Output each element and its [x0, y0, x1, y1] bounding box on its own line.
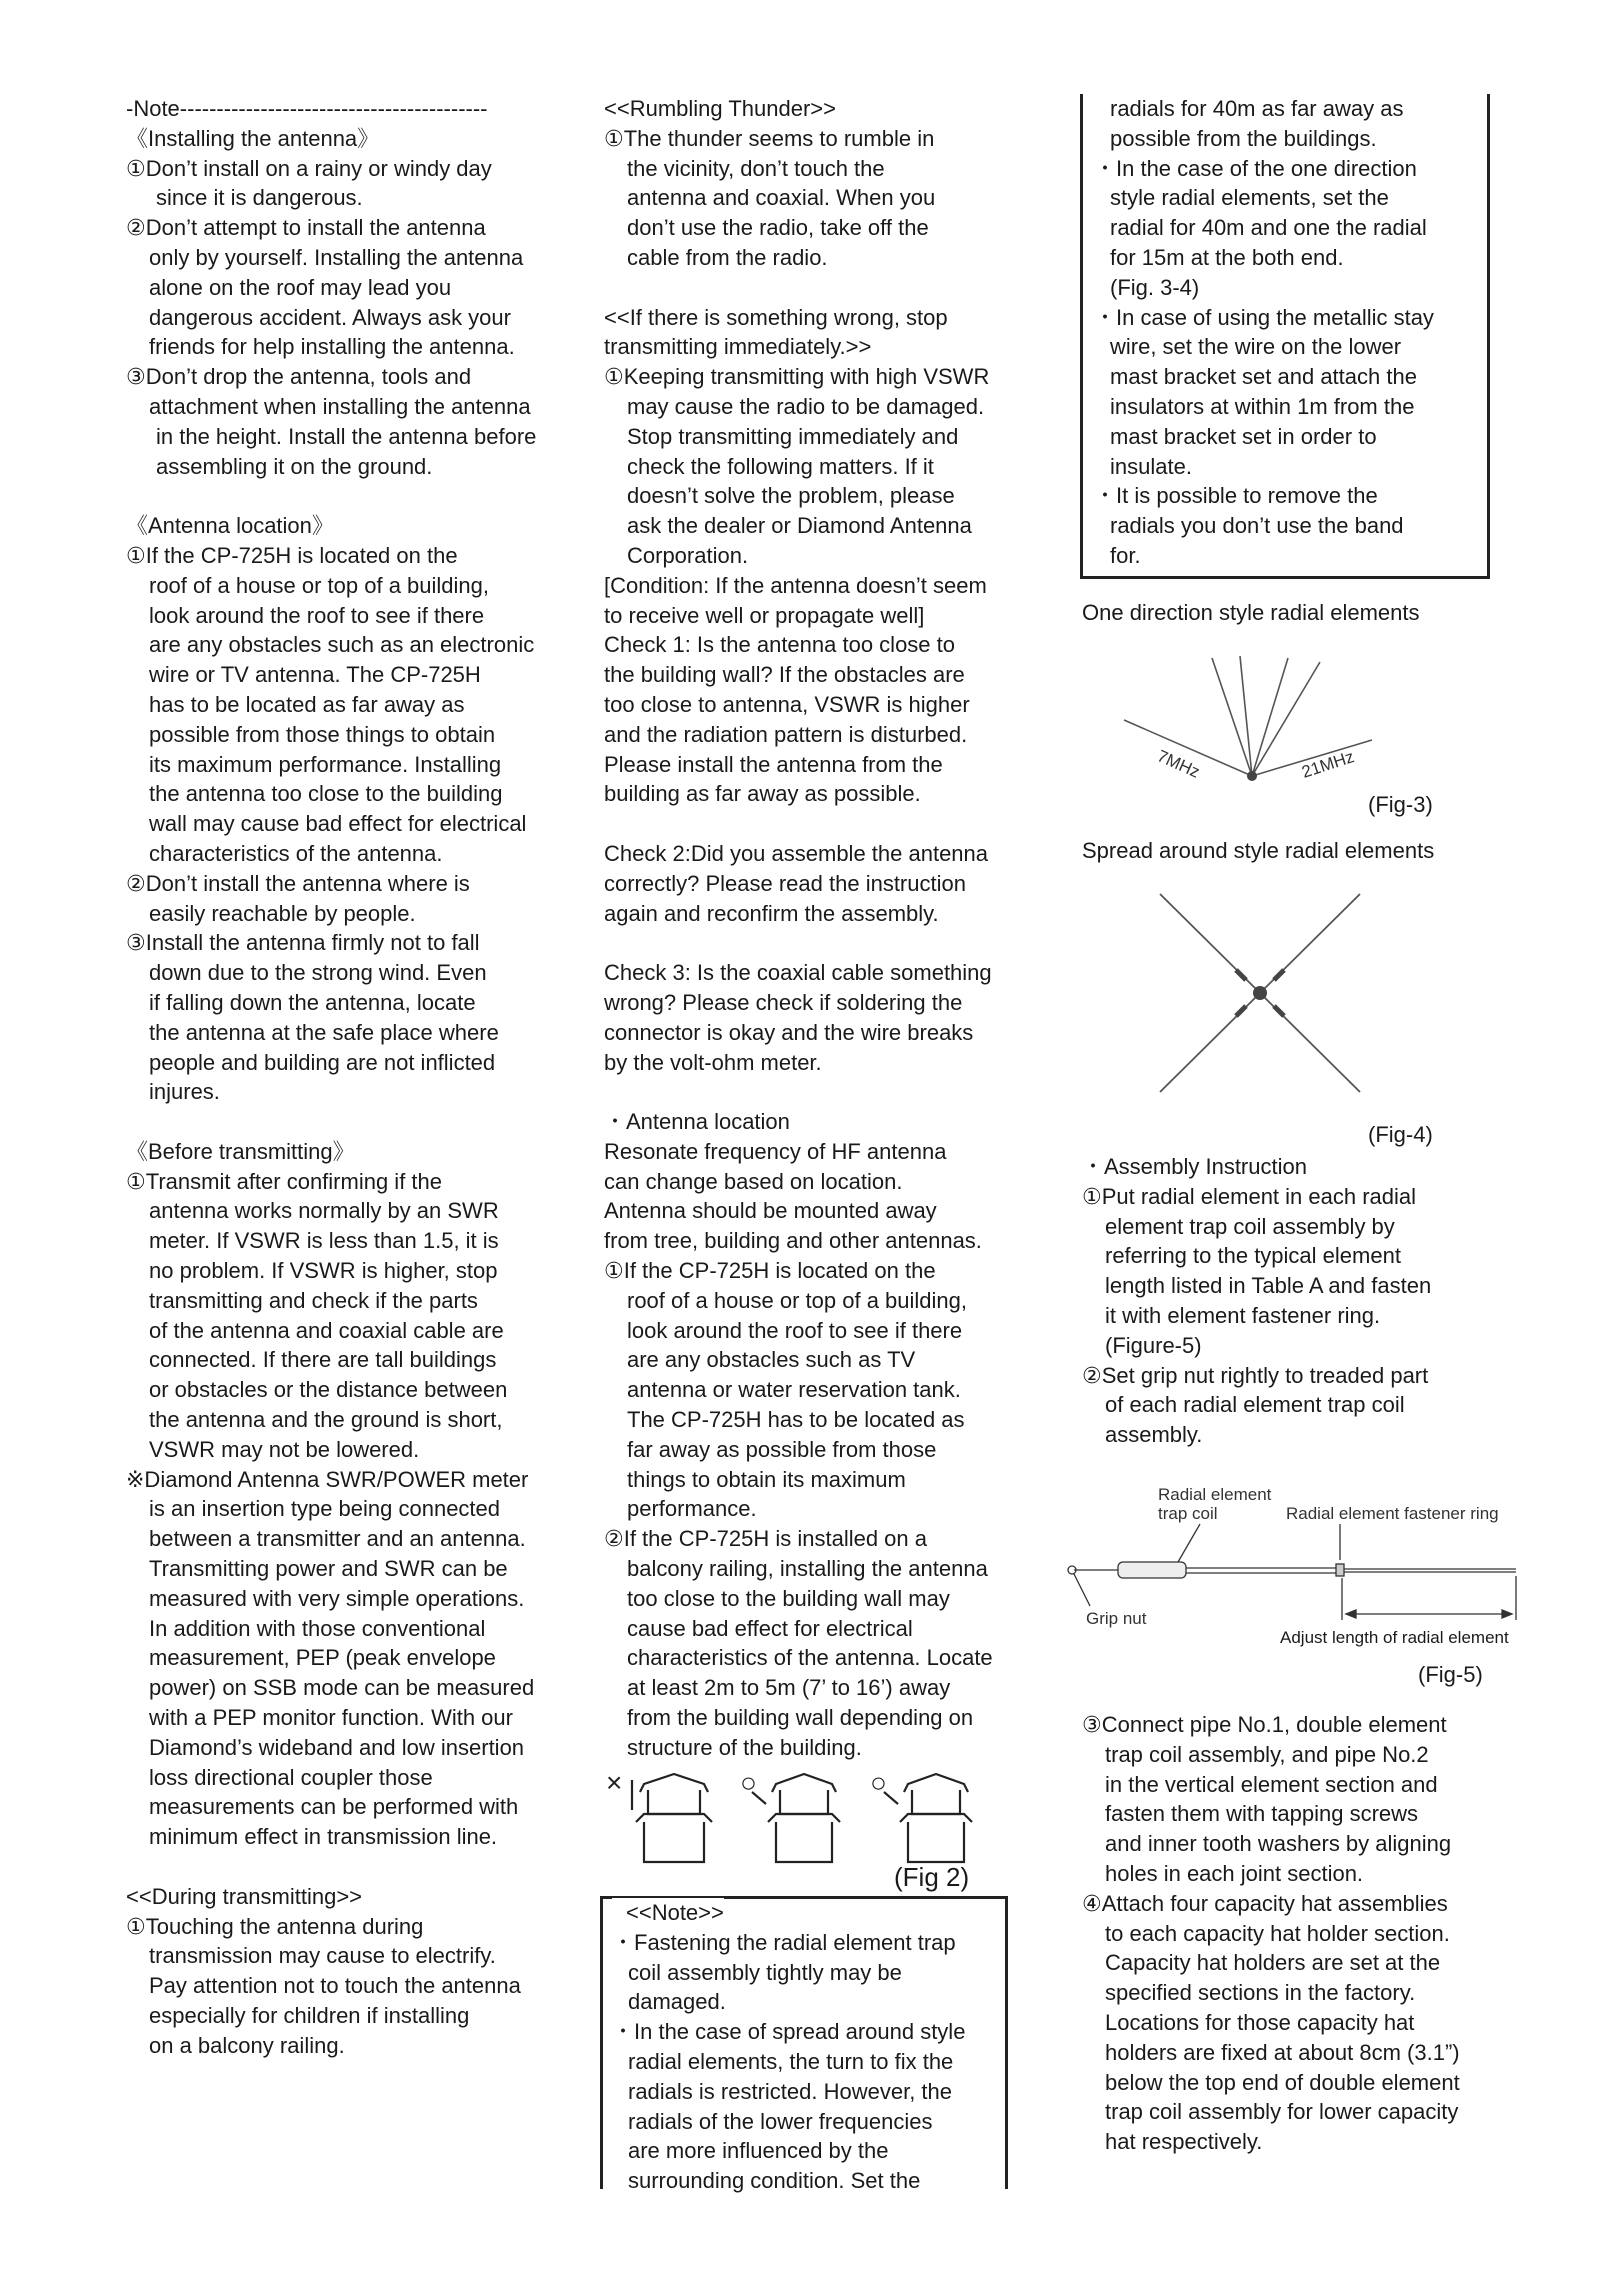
text-line: Check 2:Did you assemble the antenna — [604, 840, 989, 866]
text-line: building as far away as possible. — [604, 781, 921, 807]
fig2-building-1 — [632, 1774, 712, 1862]
text-line: (Fig. 3-4) — [1110, 274, 1200, 300]
text-line: ③Install the antenna firmly not to fall — [126, 930, 480, 956]
text-line: since it is dangerous. — [156, 185, 363, 211]
text-line: meter. If VSWR is less than 1.5, it is — [149, 1228, 499, 1254]
text-line: its maximum performance. Installing — [149, 751, 502, 777]
text-line: holders are fixed at about 8cm (3.1”) — [1105, 2039, 1460, 2065]
text-line: only by yourself. Installing the antenna — [149, 244, 524, 270]
text-line: possible from the buildings. — [1110, 125, 1377, 151]
section-heading-before: 《Before transmitting》 — [126, 1138, 355, 1164]
text-line: transmission may cause to electrify. — [149, 1943, 496, 1969]
text-line: in the vertical element section and — [1105, 1771, 1438, 1797]
text-line: coil assembly tightly may be — [628, 1959, 902, 1985]
text-line: things to obtain its maximum — [627, 1466, 906, 1492]
text-line: especially for children if installing — [149, 2003, 470, 2028]
text-line: characteristics of the antenna. — [149, 840, 443, 866]
section-heading-wrong: <<If there is something wrong, stop — [604, 304, 948, 330]
figure-2 — [604, 1762, 1024, 1872]
fig2-mark-circle-1: ○ — [740, 1767, 757, 1798]
text-line: Check 1: Is the antenna too close to — [604, 632, 956, 658]
text-line: loss directional coupler those — [149, 1764, 433, 1790]
text-line: radial elements, the turn to fix the — [628, 2048, 954, 2074]
text-line: radial for 40m and one the radial — [1110, 215, 1427, 241]
text-line: specified sections in the factory. — [1105, 1980, 1416, 2006]
fig2-caption: (Fig 2) — [894, 1862, 970, 1892]
text-line: ①If the CP-725H is located on the — [126, 542, 458, 568]
text-line: ②If the CP-725H is installed on a — [604, 1526, 927, 1552]
text-line: to each capacity hat holder section. — [1105, 1920, 1450, 1946]
text-line: measured with very simple operations. — [149, 1585, 525, 1611]
figure-4 — [1150, 888, 1370, 1098]
text-line: assembling it on the ground. — [156, 453, 433, 479]
fig2-mark-circle-2: ○ — [870, 1767, 887, 1798]
text-line: VSWR may not be lowered. — [149, 1436, 420, 1462]
text-line: ①Keeping transmitting with high VSWR — [604, 364, 990, 390]
text-line: between a transmitter and an antenna. — [149, 1526, 526, 1552]
text-line: it with element fastener ring. — [1105, 1302, 1381, 1328]
text-line: below the top end of double element — [1105, 2069, 1460, 2095]
text-line: in the height. Install the antenna before — [156, 423, 537, 449]
text-line: [Condition: If the antenna doesn’t seem — [604, 572, 987, 598]
text-line: are more influenced by the — [628, 2138, 889, 2164]
text-line: of the antenna and coaxial cable are — [149, 1317, 504, 1343]
text-line: too close to the building wall may — [627, 1585, 950, 1611]
text-line: wire or TV antenna. The CP-725H — [149, 662, 481, 688]
text-line: for. — [1110, 542, 1141, 568]
text-line: ③Connect pipe No.1, double element — [1082, 1712, 1447, 1737]
assembly-section — [1082, 1152, 1502, 1450]
text-line: the vicinity, don’t touch the — [627, 155, 885, 181]
text-line: the building wall? If the obstacles are — [604, 662, 965, 688]
text-line: and the radiation pattern is disturbed. — [604, 721, 968, 747]
fig5-label-grip: Grip nut — [1086, 1609, 1147, 1628]
text-line: mast bracket set and attach the — [1110, 364, 1417, 390]
text-line: ・In case of using the metallic stay — [1094, 304, 1434, 330]
fig3-title: One direction style radial elements — [1082, 600, 1420, 625]
text-line: Check 3: Is the coaxial cable something — [604, 960, 992, 986]
text-line: connector is okay and the wire breaks — [604, 1019, 974, 1045]
figure-5 — [1060, 1482, 1540, 1632]
text-line: if falling down the antenna, locate — [149, 989, 476, 1015]
text-line: to receive well or propagate well] — [604, 602, 925, 628]
text-line: antenna or water reservation tank. — [627, 1377, 961, 1403]
text-line: ・It is possible to remove the — [1094, 483, 1378, 509]
column-1 — [126, 94, 596, 2061]
text-line: power) on SSB mode can be measured — [149, 1675, 535, 1701]
text-line: measurements can be performed with — [149, 1794, 519, 1820]
text-line: measurement, PEP (peak envelope — [149, 1645, 496, 1671]
text-line: antenna works normally by an SWR — [149, 1198, 499, 1224]
text-line: ②Don’t attempt to install the antenna — [126, 215, 486, 241]
fig3-label-7mhz: 7MHz — [1154, 746, 1203, 782]
text-line: connected. If there are tall buildings — [149, 1347, 497, 1373]
text-line: may cause the radio to be damaged. — [627, 393, 985, 419]
text-line: is an insertion type being connected — [149, 1496, 501, 1522]
text-line: look around the roof to see if there — [627, 1317, 963, 1343]
steps-section — [1082, 1710, 1502, 2157]
text-line: Please install the antenna from the — [604, 751, 943, 777]
text-line: trap coil assembly for lower capacity — [1105, 2099, 1459, 2125]
note-header: -Note------------------------------------------ — [126, 96, 488, 121]
text-line: cable from the radio. — [627, 244, 828, 270]
fig3-label-21mhz: 21MHz — [1299, 747, 1357, 782]
text-line: for 15m at the both end. — [1110, 244, 1344, 270]
text-line: too close to antenna, VSWR is higher — [604, 691, 970, 717]
text-line: injures. — [149, 1079, 220, 1105]
text-line: attachment when installing the antenna — [149, 393, 531, 419]
text-line: structure of the building. — [627, 1734, 862, 1760]
text-line: radials you don’t use the band — [1110, 513, 1404, 539]
text-line: wire, set the wire on the lower — [1110, 334, 1402, 360]
text-line: by the volt-ohm meter. — [604, 1049, 822, 1075]
text-line: people and building are not inflicted — [149, 1049, 496, 1075]
text-line: are any obstacles such as an electronic — [149, 632, 535, 658]
text-line: balcony railing, installing the antenna — [627, 1556, 988, 1582]
section-heading-installing: 《Installing the antenna》 — [126, 125, 380, 151]
text-line: look around the roof to see if there — [149, 602, 485, 628]
section-heading-location: 《Antenna location》 — [126, 513, 334, 539]
text-line: fasten them with tapping screws — [1105, 1801, 1419, 1827]
fig5-label-trap-1: Radial element — [1158, 1485, 1272, 1504]
fig2-building-3 — [884, 1774, 972, 1862]
text-line: possible from those things to obtain — [149, 721, 496, 747]
fig4-caption: (Fig-4) — [1368, 1122, 1433, 1147]
fig3-caption: (Fig-3) — [1368, 792, 1433, 817]
fig4-title: Spread around style radial elements — [1082, 838, 1435, 863]
text-line: Pay attention not to touch the antenna — [149, 1973, 521, 1999]
text-line: radials for 40m as far away as — [1110, 96, 1404, 121]
text-line: don’t use the radio, take off the — [627, 215, 929, 241]
text-line: ①If the CP-725H is located on the — [604, 1258, 936, 1284]
text-line: ・In the case of the one direction — [1094, 155, 1417, 181]
text-line: ※Diamond Antenna SWR/POWER meter — [126, 1466, 529, 1492]
text-line: cause bad effect for electrical — [627, 1615, 913, 1641]
text-line: again and reconfirm the assembly. — [604, 900, 939, 926]
text-line: check the following matters. If it — [627, 453, 934, 479]
text-line: characteristics of the antenna. Locate — [627, 1645, 993, 1671]
text-line: wall may cause bad effect for electrical — [149, 811, 527, 837]
text-line: ・In the case of spread around style — [612, 2019, 966, 2045]
text-line: minimum effect in transmission line. — [149, 1824, 498, 1850]
text-line: easily reachable by people. — [149, 900, 416, 926]
text-line: In addition with those conventional — [149, 1615, 486, 1641]
text-line: length listed in Table A and fasten — [1105, 1273, 1432, 1299]
text-line: of each radial element trap coil — [1105, 1392, 1405, 1418]
note-heading: <<Note>> — [612, 1898, 724, 1928]
section-heading-during: <<During transmitting>> — [126, 1883, 363, 1909]
text-line: ①Don’t install on a rainy or windy day — [126, 155, 492, 181]
text-line: with a PEP monitor function. With our — [149, 1705, 513, 1731]
text-line: surrounding condition. Set the — [628, 2168, 921, 2194]
text-line: from tree, building and other antennas. — [604, 1228, 982, 1254]
text-line: or obstacles or the distance between — [149, 1377, 508, 1403]
text-line: ①Transmit after confirming if the — [126, 1168, 443, 1194]
text-line: (Figure-5) — [1105, 1332, 1202, 1358]
text-line: and inner tooth washers by aligning — [1105, 1831, 1452, 1857]
text-line: no problem. If VSWR is higher, stop — [149, 1258, 498, 1284]
text-line: antenna and coaxial. When you — [627, 185, 936, 211]
text-line: far away as possible from those — [627, 1436, 937, 1462]
text-line: Capacity hat holders are set at the — [1105, 1950, 1441, 1976]
text-line: Corporation. — [627, 542, 749, 568]
text-line: ④Attach four capacity hat assemblies — [1082, 1890, 1448, 1916]
text-line: trap coil assembly, and pipe No.2 — [1105, 1741, 1429, 1767]
text-line: ①Touching the antenna during — [126, 1913, 424, 1939]
text-line: Stop transmitting immediately and — [627, 423, 959, 449]
text-line: radials is restricted. However, the — [628, 2078, 953, 2104]
text-line: the antenna and the ground is short, — [149, 1407, 503, 1433]
text-line: transmitting and check if the parts — [149, 1287, 478, 1313]
text-line: has to be located as far away as — [149, 691, 465, 717]
text-line: Resonate frequency of HF antenna — [604, 1138, 947, 1164]
text-line: can change based on location. — [604, 1168, 903, 1194]
text-line: friends for help installing the antenna. — [149, 334, 515, 360]
fig5-caption: (Fig-5) — [1418, 1662, 1483, 1687]
text-line: ①The thunder seems to rumble in — [604, 125, 935, 151]
text-line: Transmitting power and SWR can be — [149, 1556, 508, 1582]
text-line: ②Set grip nut rightly to treaded part — [1082, 1362, 1429, 1388]
text-line: correctly? Please read the instruction — [604, 870, 966, 896]
text-line: Antenna should be mounted away — [604, 1198, 937, 1224]
text-line: insulators at within 1m from the — [1110, 393, 1415, 419]
text-line: referring to the typical element — [1105, 1243, 1401, 1269]
fig5-label-trap-2: trap coil — [1158, 1504, 1218, 1523]
text-line: down due to the strong wind. Even — [149, 960, 487, 986]
text-line: damaged. — [628, 1989, 726, 2015]
note-left-content — [612, 1898, 1012, 2196]
text-line: on a balcony railing. — [149, 2032, 345, 2058]
text-line: doesn’t solve the problem, please — [627, 483, 955, 509]
text-line: are any obstacles such as TV — [627, 1347, 916, 1373]
text-line: mast bracket set in order to — [1110, 423, 1377, 449]
fig5-label-ring: Radial element fastener ring — [1286, 1504, 1499, 1523]
text-line: ・Fastening the radial element trap — [612, 1929, 956, 1955]
figure-3 — [1110, 650, 1390, 790]
text-line: ③Don’t drop the antenna, tools and — [126, 364, 472, 390]
text-line: performance. — [627, 1496, 757, 1522]
text-line: alone on the roof may lead you — [149, 274, 452, 300]
text-line: transmitting immediately.>> — [604, 334, 872, 360]
text-line: wrong? Please check if soldering the — [604, 989, 963, 1015]
text-line: Diamond’s wideband and low insertion — [149, 1734, 525, 1760]
text-line: style radial elements, set the — [1110, 185, 1389, 211]
text-line: the antenna too close to the building — [149, 781, 503, 807]
text-line: radials of the lower frequencies — [628, 2108, 933, 2134]
section-heading-thunder: <<Rumbling Thunder>> — [604, 96, 836, 121]
text-line: dangerous accident. Always ask your — [149, 304, 511, 330]
text-line: Locations for those capacity hat — [1105, 2009, 1415, 2035]
text-line: The CP-725H has to be located as — [627, 1407, 965, 1433]
section-heading-location-2: ・Antenna location — [604, 1109, 790, 1135]
text-line: ask the dealer or Diamond Antenna — [627, 513, 972, 539]
text-line: insulate. — [1110, 453, 1192, 479]
fig2-mark-cross: × — [606, 1767, 623, 1798]
column-2 — [604, 94, 1074, 1763]
fig2-building-2 — [752, 1774, 840, 1862]
text-line: hat respectively. — [1105, 2129, 1263, 2155]
text-line: element trap coil assembly by — [1105, 1213, 1395, 1239]
text-line: ②Don’t install the antenna where is — [126, 870, 470, 896]
note-right-content — [1094, 94, 1494, 571]
text-line: at least 2m to 5m (7’ to 16’) away — [627, 1675, 951, 1701]
fig5-label-adjust: Adjust length of radial element — [1280, 1628, 1509, 1647]
text-line: ①Put radial element in each radial — [1082, 1183, 1417, 1209]
text-line: roof of a house or top of a building, — [627, 1287, 968, 1313]
text-line: the antenna at the safe place where — [149, 1019, 499, 1045]
text-line: from the building wall depending on — [627, 1705, 974, 1731]
text-line: assembly. — [1105, 1422, 1203, 1448]
section-heading-assembly: ・Assembly Instruction — [1082, 1154, 1307, 1179]
text-line: holes in each joint section. — [1105, 1860, 1364, 1886]
text-line: roof of a house or top of a building, — [149, 572, 490, 598]
